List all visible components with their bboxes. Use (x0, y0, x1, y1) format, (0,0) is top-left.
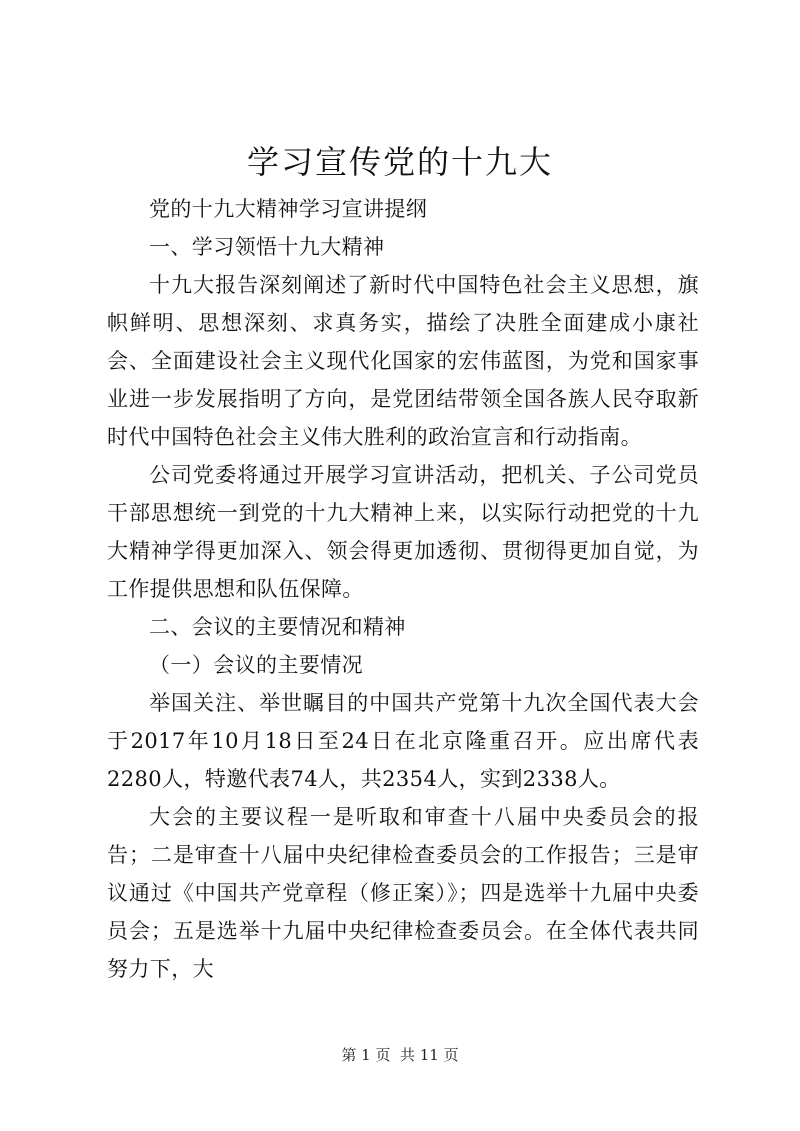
section-heading-2: 二、会议的主要情况和精神 (149, 615, 406, 639)
subsection-heading-1: （一）会议的主要情况 (149, 653, 363, 677)
body-paragraph: 公司党委将通过开展学习宣讲活动，把机关、子公司党员干部思想统一到党的十九大精神上来，以实际行动把党的十九大精神学得更加深入、领会得更加透彻、贯彻得更加自觉，为工作提供思想和队伍保障。 (107, 463, 699, 601)
body-paragraph: 大会的主要议程一是听取和审查十八届中央委员会的报告；二是审查十八届中央纪律检查委员会的工作报告；三是审议通过《中国共产党章程（修正案）》；四是选举十九届中央委员会；五是选举十九届中央纪律检查委员会。在全体代表共同努力下，大 (107, 805, 699, 981)
subtitle-paragraph: 党的十九大精神学习宣讲提纲 (149, 197, 428, 221)
document-title: 学习宣传党的十九大 (246, 143, 553, 181)
section-heading-1: 一、学习领悟十九大精神 (149, 235, 385, 259)
page-footer (0, 1045, 800, 1065)
document-body (107, 190, 699, 988)
body-paragraph: 十九大报告深刻阐述了新时代中国特色社会主义思想，旗帜鲜明、思想深刻、求真务实，描绘了决胜全面建成小康社会、全面建设社会主义现代化国家的宏伟蓝图，为党和国家事业进一步发展指明了方向，是党团结带领全国各族人民夺取新时代中国特色社会主义伟大胜利的政治宣言和行动指南。 (107, 273, 699, 449)
body-paragraph: 举国关注、举世瞩目的中国共产党第十九次全国代表大会于2017年10月18日至24日在北京隆重召开。应出席代表2280人，特邀代表74人，共2354人，实到2338人。 (107, 691, 699, 791)
page-number-label: 第 1 页 共 11 页 (341, 1046, 459, 1064)
